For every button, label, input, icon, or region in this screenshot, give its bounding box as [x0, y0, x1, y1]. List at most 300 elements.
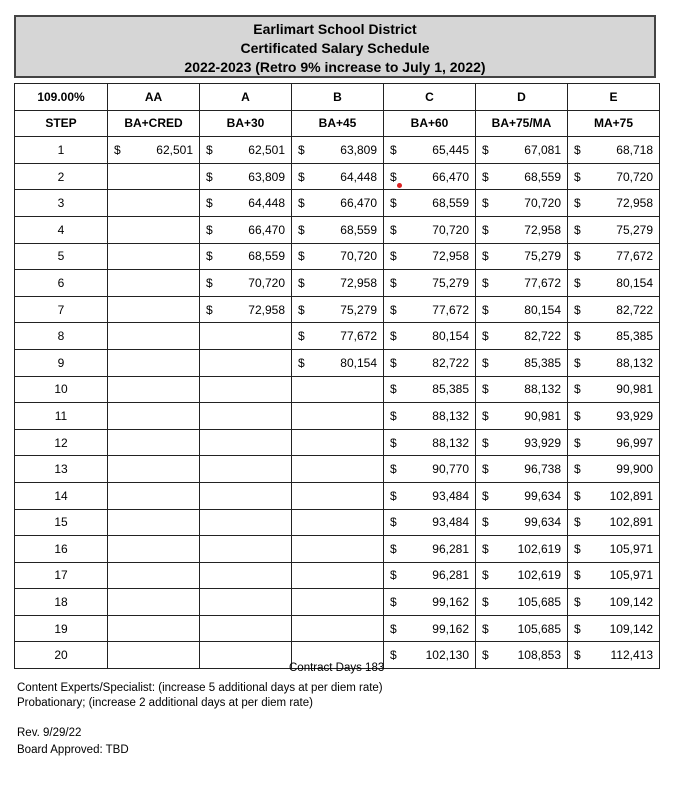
table-row: [15, 403, 660, 430]
step-number: 6: [15, 270, 108, 297]
salary-cell: [292, 216, 384, 243]
table-row: [15, 376, 660, 403]
salary-cell: [384, 349, 476, 376]
salary-cell: [200, 376, 292, 403]
salary-cell: [476, 536, 568, 563]
salary-cell: [292, 403, 384, 430]
salary-amount: 72,958: [340, 275, 377, 290]
probationary-note: Probationary; (increase 2 additional days at per diem rate): [17, 697, 313, 709]
currency-symbol: $: [298, 355, 305, 370]
salary-cell: [292, 190, 384, 217]
salary-amount: 70,720: [248, 275, 285, 290]
salary-amount: 66,470: [248, 222, 285, 237]
step-number: 8: [15, 323, 108, 350]
salary-amount: 88,132: [432, 435, 469, 450]
salary-cell: [384, 137, 476, 164]
salary-amount: 82,722: [616, 302, 653, 317]
salary-cell: [568, 376, 660, 403]
column-code: B: [292, 84, 384, 111]
currency-symbol: $: [574, 515, 581, 530]
salary-cell: [384, 216, 476, 243]
salary-cell: [384, 589, 476, 616]
content-experts-note: Content Experts/Specialist: (increase 5 additional days at per diem rate): [17, 682, 383, 694]
table-row: [15, 562, 660, 589]
currency-symbol: $: [482, 462, 489, 477]
currency-symbol: $: [482, 355, 489, 370]
salary-amount: 93,929: [524, 435, 561, 450]
salary-amount: 67,081: [524, 142, 561, 157]
salary-cell: [200, 482, 292, 509]
currency-symbol: $: [390, 169, 397, 184]
salary-cell: [568, 137, 660, 164]
table-row: [15, 296, 660, 323]
salary-cell: [200, 270, 292, 297]
currency-symbol: $: [574, 302, 581, 317]
currency-symbol: $: [574, 196, 581, 211]
currency-symbol: $: [482, 541, 489, 556]
salary-cell: [568, 509, 660, 536]
table-row: [15, 509, 660, 536]
salary-amount: 80,154: [524, 302, 561, 317]
currency-symbol: $: [206, 275, 213, 290]
salary-amount: 96,738: [524, 462, 561, 477]
salary-amount: 68,559: [248, 249, 285, 264]
salary-cell: [292, 243, 384, 270]
currency-symbol: $: [298, 169, 305, 184]
currency-symbol: $: [574, 595, 581, 610]
currency-symbol: $: [390, 621, 397, 636]
currency-symbol: $: [574, 142, 581, 157]
currency-symbol: $: [390, 142, 397, 157]
salary-cell: [108, 190, 200, 217]
table-row: [15, 163, 660, 190]
salary-amount: 102,619: [517, 541, 561, 556]
salary-amount: 62,501: [248, 142, 285, 157]
salary-amount: 93,929: [616, 408, 653, 423]
salary-amount: 72,958: [616, 196, 653, 211]
salary-cell: [384, 376, 476, 403]
schedule-title-box: [14, 15, 656, 78]
salary-amount: 88,132: [524, 382, 561, 397]
table-row: [15, 536, 660, 563]
currency-symbol: $: [482, 249, 489, 264]
salary-cell: [292, 270, 384, 297]
salary-cell: [476, 216, 568, 243]
salary-amount: 88,132: [432, 408, 469, 423]
salary-amount: 63,809: [248, 169, 285, 184]
currency-symbol: $: [390, 329, 397, 344]
salary-cell: [384, 615, 476, 642]
salary-amount: 93,484: [432, 515, 469, 530]
salary-amount: 63,809: [340, 142, 377, 157]
salary-cell: [384, 536, 476, 563]
salary-amount: 75,279: [340, 302, 377, 317]
salary-amount: 77,672: [524, 275, 561, 290]
salary-cell: [476, 270, 568, 297]
salary-cell: [108, 456, 200, 483]
currency-symbol: $: [482, 382, 489, 397]
salary-amount: 90,981: [524, 408, 561, 423]
salary-cell: [568, 456, 660, 483]
currency-symbol: $: [482, 621, 489, 636]
salary-amount: 105,971: [609, 541, 653, 556]
salary-cell: [108, 589, 200, 616]
salary-cell: [292, 589, 384, 616]
salary-amount: 99,634: [524, 515, 561, 530]
salary-amount: 82,722: [524, 329, 561, 344]
salary-cell: [108, 376, 200, 403]
currency-symbol: $: [574, 222, 581, 237]
salary-amount: 68,559: [524, 169, 561, 184]
currency-symbol: $: [390, 355, 397, 370]
step-number: 2: [15, 163, 108, 190]
board-approval: Board Approved: TBD: [17, 744, 129, 756]
currency-symbol: $: [390, 462, 397, 477]
salary-cell: [476, 163, 568, 190]
salary-cell: [108, 270, 200, 297]
currency-symbol: $: [482, 142, 489, 157]
salary-amount: 112,413: [610, 648, 653, 663]
salary-cell: [200, 589, 292, 616]
salary-amount: 99,634: [524, 488, 561, 503]
salary-cell: [292, 562, 384, 589]
currency-symbol: $: [482, 648, 489, 663]
currency-symbol: $: [390, 222, 397, 237]
step-header: STEP: [15, 110, 108, 137]
salary-schedule-table: [14, 83, 660, 669]
currency-symbol: $: [298, 249, 305, 264]
salary-cell: [108, 349, 200, 376]
salary-amount: 80,154: [616, 275, 653, 290]
salary-cell: [568, 536, 660, 563]
salary-cell: [108, 536, 200, 563]
salary-amount: 105,971: [609, 568, 653, 583]
currency-symbol: $: [482, 595, 489, 610]
salary-cell: [108, 243, 200, 270]
salary-amount: 68,559: [432, 196, 469, 211]
table-row: [15, 589, 660, 616]
table-row: [15, 243, 660, 270]
salary-amount: 80,154: [340, 355, 377, 370]
salary-cell: [200, 296, 292, 323]
currency-symbol: $: [574, 648, 581, 663]
salary-cell: [108, 163, 200, 190]
currency-symbol: $: [390, 275, 397, 290]
salary-amount: 66,470: [432, 169, 469, 184]
salary-cell: [476, 403, 568, 430]
salary-cell: [384, 190, 476, 217]
contract-days: Contract Days 183: [289, 662, 385, 674]
salary-amount: 99,162: [432, 621, 469, 636]
currency-symbol: $: [298, 302, 305, 317]
salary-cell: [200, 562, 292, 589]
column-code-row: [15, 84, 660, 111]
salary-amount: 102,130: [425, 648, 469, 663]
salary-amount: 75,279: [432, 275, 469, 290]
salary-amount: 77,672: [340, 329, 377, 344]
salary-amount: 70,720: [432, 222, 469, 237]
salary-cell: [568, 403, 660, 430]
currency-symbol: $: [574, 488, 581, 503]
currency-symbol: $: [482, 568, 489, 583]
salary-amount: 77,672: [616, 249, 653, 264]
salary-cell: [200, 429, 292, 456]
salary-cell: [476, 323, 568, 350]
salary-amount: 85,385: [524, 355, 561, 370]
salary-amount: 77,672: [432, 302, 469, 317]
salary-cell: [108, 403, 200, 430]
salary-amount: 96,281: [432, 568, 469, 583]
currency-symbol: $: [482, 435, 489, 450]
currency-symbol: $: [574, 329, 581, 344]
salary-amount: 70,720: [524, 196, 561, 211]
salary-cell: [108, 323, 200, 350]
currency-symbol: $: [390, 515, 397, 530]
salary-cell: [384, 403, 476, 430]
degree-label: BA+75/MA: [476, 110, 568, 137]
salary-cell: [200, 349, 292, 376]
currency-symbol: $: [390, 408, 397, 423]
currency-symbol: $: [390, 568, 397, 583]
step-number: 1: [15, 137, 108, 164]
salary-cell: [108, 137, 200, 164]
salary-cell: [200, 190, 292, 217]
salary-amount: 64,448: [340, 169, 377, 184]
currency-symbol: $: [574, 249, 581, 264]
currency-symbol: $: [390, 541, 397, 556]
currency-symbol: $: [574, 621, 581, 636]
salary-cell: [568, 323, 660, 350]
salary-cell: [292, 323, 384, 350]
salary-cell: [476, 137, 568, 164]
salary-amount: 96,997: [616, 435, 653, 450]
salary-cell: [476, 429, 568, 456]
degree-label: BA+45: [292, 110, 384, 137]
salary-amount: 99,162: [432, 595, 469, 610]
step-number: 7: [15, 296, 108, 323]
currency-symbol: $: [298, 329, 305, 344]
currency-symbol: $: [114, 142, 121, 157]
currency-symbol: $: [482, 222, 489, 237]
table-row: [15, 456, 660, 483]
salary-cell: [476, 562, 568, 589]
salary-amount: 109,142: [609, 595, 653, 610]
salary-cell: [200, 243, 292, 270]
column-code: E: [568, 84, 660, 111]
salary-cell: [568, 349, 660, 376]
currency-symbol: $: [298, 275, 305, 290]
currency-symbol: $: [482, 169, 489, 184]
salary-cell: [108, 509, 200, 536]
salary-cell: [292, 296, 384, 323]
salary-amount: 70,720: [340, 249, 377, 264]
currency-symbol: $: [482, 275, 489, 290]
step-number: 3: [15, 190, 108, 217]
column-code: C: [384, 84, 476, 111]
currency-symbol: $: [574, 435, 581, 450]
salary-amount: 66,470: [340, 196, 377, 211]
red-mark: [397, 183, 402, 188]
salary-cell: [108, 482, 200, 509]
salary-amount: 85,385: [616, 329, 653, 344]
salary-cell: [200, 642, 292, 669]
salary-amount: 75,279: [616, 222, 653, 237]
step-number: 13: [15, 456, 108, 483]
currency-symbol: $: [390, 302, 397, 317]
currency-symbol: $: [298, 222, 305, 237]
step-number: 4: [15, 216, 108, 243]
salary-amount: 93,484: [432, 488, 469, 503]
currency-symbol: $: [206, 222, 213, 237]
salary-cell: [568, 615, 660, 642]
table-row: [15, 615, 660, 642]
currency-symbol: $: [206, 169, 213, 184]
currency-symbol: $: [298, 142, 305, 157]
currency-symbol: $: [482, 408, 489, 423]
salary-cell: [476, 589, 568, 616]
currency-symbol: $: [206, 142, 213, 157]
salary-cell: [108, 429, 200, 456]
currency-symbol: $: [574, 275, 581, 290]
table-row: [15, 216, 660, 243]
salary-cell: [384, 642, 476, 669]
salary-amount: 108,853: [517, 648, 561, 663]
salary-amount: 105,685: [517, 595, 561, 610]
salary-cell: [292, 163, 384, 190]
currency-symbol: $: [574, 408, 581, 423]
salary-amount: 62,501: [156, 142, 193, 157]
salary-cell: [200, 163, 292, 190]
salary-cell: [292, 456, 384, 483]
step-number: 9: [15, 349, 108, 376]
degree-label: BA+30: [200, 110, 292, 137]
currency-symbol: $: [298, 196, 305, 211]
step-number: 15: [15, 509, 108, 536]
salary-amount: 72,958: [248, 302, 285, 317]
currency-symbol: $: [482, 196, 489, 211]
salary-cell: [568, 429, 660, 456]
salary-cell: [292, 536, 384, 563]
salary-amount: 72,958: [524, 222, 561, 237]
currency-symbol: $: [482, 302, 489, 317]
salary-amount: 72,958: [432, 249, 469, 264]
salary-amount: 88,132: [616, 355, 653, 370]
salary-amount: 90,981: [616, 382, 653, 397]
salary-amount: 85,385: [432, 382, 469, 397]
currency-symbol: $: [390, 595, 397, 610]
salary-cell: [384, 243, 476, 270]
salary-cell: [568, 296, 660, 323]
degree-label: BA+CRED: [108, 110, 200, 137]
step-number: 16: [15, 536, 108, 563]
salary-amount: 99,900: [616, 462, 653, 477]
salary-cell: [292, 376, 384, 403]
table-row: [15, 323, 660, 350]
step-number: 11: [15, 403, 108, 430]
salary-cell: [292, 615, 384, 642]
salary-amount: 105,685: [517, 621, 561, 636]
salary-amount: 68,559: [340, 222, 377, 237]
salary-cell: [108, 562, 200, 589]
increase-percent: 109.00%: [15, 84, 108, 111]
salary-amount: 80,154: [432, 329, 469, 344]
table-row: [15, 482, 660, 509]
currency-symbol: $: [574, 568, 581, 583]
salary-amount: 109,142: [609, 621, 653, 636]
salary-amount: 102,891: [609, 515, 653, 530]
table-row: [15, 137, 660, 164]
salary-amount: 90,770: [432, 462, 469, 477]
column-code: AA: [108, 84, 200, 111]
salary-cell: [384, 482, 476, 509]
salary-cell: [200, 536, 292, 563]
degree-label: MA+75: [568, 110, 660, 137]
currency-symbol: $: [390, 196, 397, 211]
salary-amount: 64,448: [248, 196, 285, 211]
salary-cell: [108, 216, 200, 243]
currency-symbol: $: [574, 541, 581, 556]
degree-label: BA+60: [384, 110, 476, 137]
step-number: 19: [15, 615, 108, 642]
salary-amount: 102,891: [609, 488, 653, 503]
schedule-year: 2022-2023 (Retro 9% increase to July 1, 2022): [184, 59, 486, 75]
table-row: [15, 349, 660, 376]
salary-cell: [384, 509, 476, 536]
salary-cell: [568, 562, 660, 589]
salary-cell: [568, 589, 660, 616]
salary-cell: [200, 323, 292, 350]
salary-cell: [476, 296, 568, 323]
currency-symbol: $: [206, 249, 213, 264]
salary-cell: [476, 456, 568, 483]
currency-symbol: $: [574, 462, 581, 477]
salary-cell: [384, 270, 476, 297]
table-row: [15, 429, 660, 456]
salary-cell: [476, 243, 568, 270]
salary-cell: [568, 190, 660, 217]
degree-row: [15, 110, 660, 137]
column-code: A: [200, 84, 292, 111]
salary-cell: [476, 642, 568, 669]
salary-cell: [476, 482, 568, 509]
currency-symbol: $: [574, 382, 581, 397]
salary-cell: [476, 615, 568, 642]
schedule-name: Certificated Salary Schedule: [240, 40, 430, 56]
district-name: Earlimart School District: [253, 21, 417, 37]
salary-cell: [292, 509, 384, 536]
salary-cell: [292, 429, 384, 456]
salary-cell: [108, 615, 200, 642]
salary-amount: 70,720: [616, 169, 653, 184]
salary-cell: [292, 137, 384, 164]
currency-symbol: $: [206, 302, 213, 317]
salary-cell: [200, 137, 292, 164]
revision-date: Rev. 9/29/22: [17, 727, 82, 739]
salary-cell: [568, 163, 660, 190]
salary-amount: 102,619: [517, 568, 561, 583]
currency-symbol: $: [390, 648, 397, 663]
salary-cell: [568, 642, 660, 669]
currency-symbol: $: [390, 488, 397, 503]
salary-cell: [384, 562, 476, 589]
salary-cell: [568, 216, 660, 243]
currency-symbol: $: [390, 435, 397, 450]
salary-cell: [292, 482, 384, 509]
salary-cell: [200, 615, 292, 642]
salary-cell: [568, 243, 660, 270]
step-number: 10: [15, 376, 108, 403]
currency-symbol: $: [574, 169, 581, 184]
